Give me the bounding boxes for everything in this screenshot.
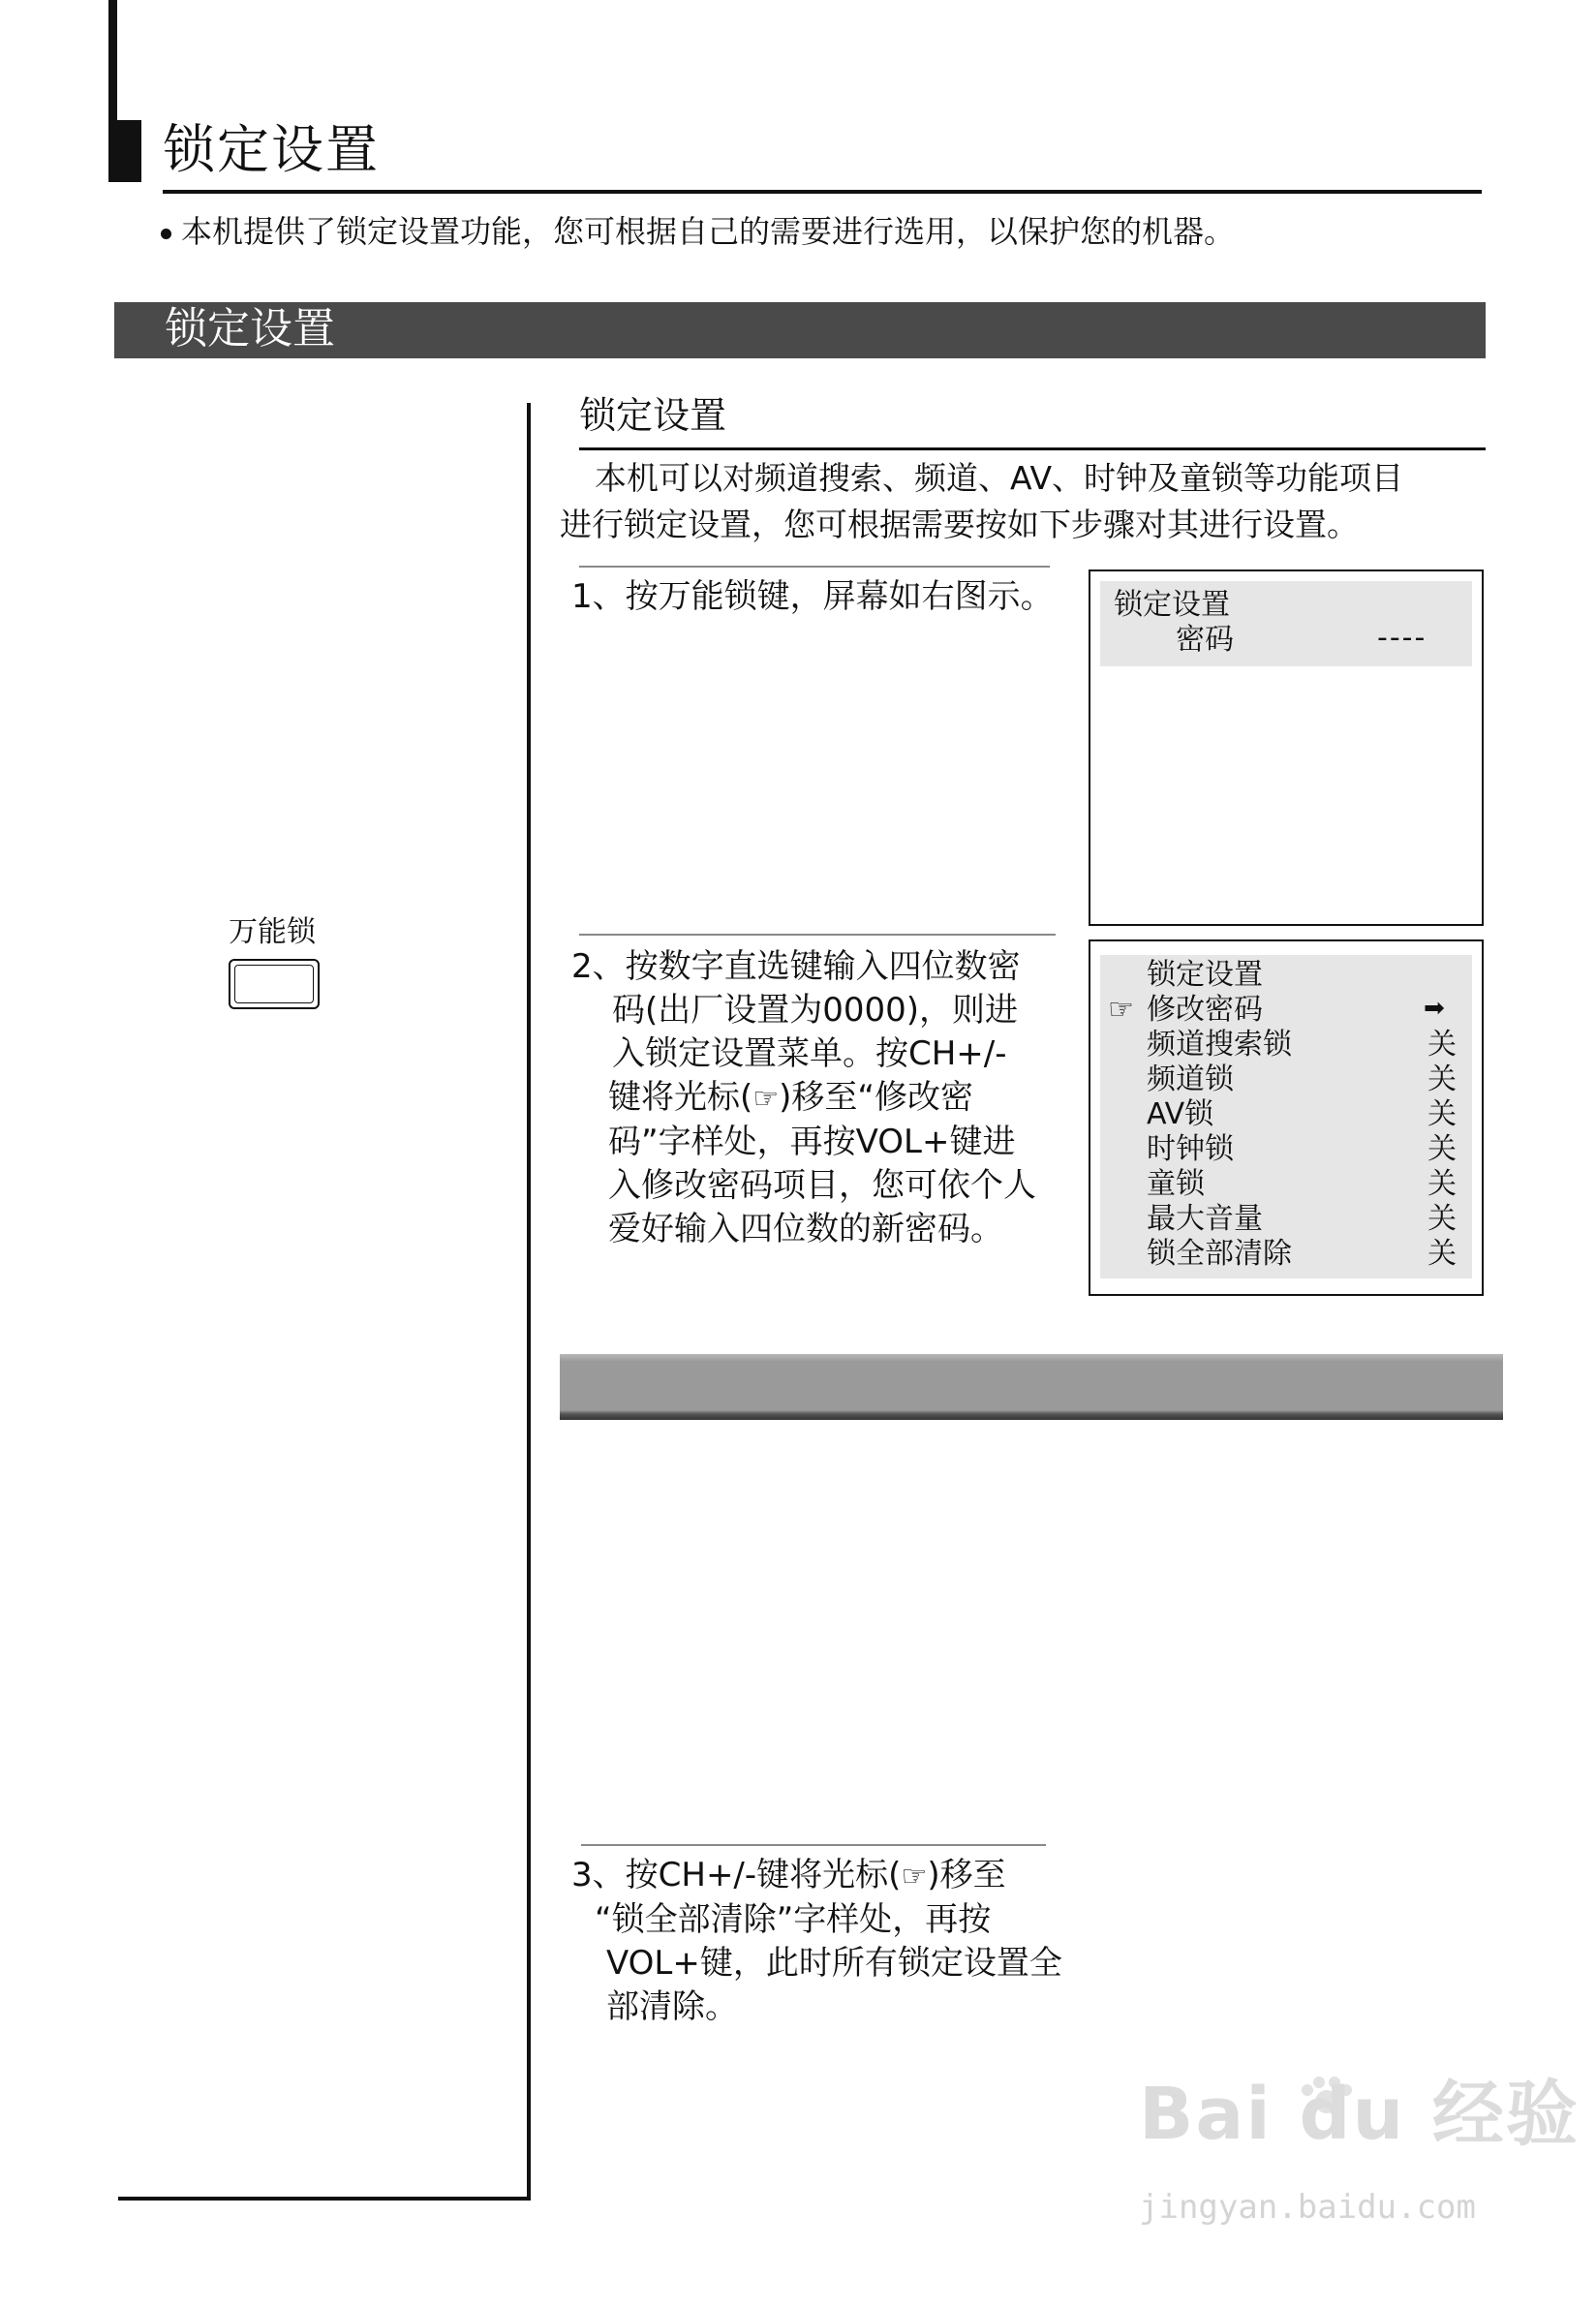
step2-line-2: 码(出厂设置为0000)，则进 [612,991,1019,1030]
intro-text [161,213,1235,250]
menu-item-change-password: 修改密码 [1147,993,1263,1027]
step3-text [571,1854,1062,2029]
menu-value-child-lock: 关 [1427,1167,1457,1201]
menu-item-clock-lock: 时钟锁 [1147,1132,1234,1166]
step3-line-1a: 3、按CH+/-键将光标( [571,1856,902,1894]
section-band [114,302,1486,358]
page-title: 锁定设置 [163,119,380,180]
step2-line-4b: )移至“修改密 [779,1078,974,1117]
title-rule [163,190,1482,194]
menu-item-av-lock: AV锁 [1147,1097,1214,1131]
step3-line-1b: )移至 [927,1856,1006,1894]
section-band-label: 锁定设置 [165,304,335,354]
step2-line-5: 码”字样处，再按VOL+键进 [608,1123,1016,1161]
grey-separator-band [560,1354,1503,1420]
step3-line-3: VOL+键，此时所有锁定设置全 [606,1944,1062,1983]
step2-line-3: 入锁定设置菜单。按CH+/- [612,1034,1007,1073]
step2-line-4a: 键将光标( [608,1078,753,1117]
menu-item-clear-all-locks: 锁全部清除 [1147,1237,1292,1271]
menu-item-child-lock: 童锁 [1147,1167,1205,1201]
step2-line-1: 2、按数字直选键输入四位数密 [571,947,1021,986]
screen1-title: 锁定设置 [1114,588,1230,622]
step3-rule [581,1844,1046,1846]
menu-item-channel-search-lock: 频道搜索锁 [1147,1028,1292,1062]
step1-text: 1、按万能锁键，屏幕如右图示。 [571,577,1054,616]
bullet-icon [161,229,171,239]
watermark-brand: Bai du 经验 [1139,2073,1580,2156]
subsection-title: 锁定设置 [579,394,727,437]
watermark-url: jingyan.baidu.com [1139,2188,1476,2227]
screen1-password-label: 密码 [1176,623,1234,657]
bottom-rule [118,2197,531,2201]
menu-item-max-volume: 最大音量 [1147,1202,1263,1236]
hand-pointer-icon: ☞ [752,1082,780,1116]
screen2-osd-menu [1089,939,1484,1296]
step2-line-7: 爱好输入四位数的新密码。 [608,1210,1003,1248]
step1-rule [579,566,1050,568]
description-paragraph [560,455,1480,548]
menu-value-clear-all-locks: 关 [1427,1237,1457,1271]
menu-value-clock-lock: 关 [1427,1132,1457,1166]
screen1-osd [1089,570,1484,926]
step3-line-4: 部清除。 [606,1987,738,2026]
remote-key-label: 万能锁 [229,915,316,949]
edge-marker-block [108,120,141,182]
screen2-title: 锁定设置 [1147,958,1263,992]
menu-value-channel-lock: 关 [1427,1062,1457,1096]
step2-text [571,945,1036,1251]
menu-item-channel-lock: 频道锁 [1147,1062,1234,1096]
screen1-password-value: ---- [1377,621,1427,655]
menu-value-av-lock: 关 [1427,1097,1457,1131]
right-arrow-icon: ➡ [1424,994,1445,1023]
step2-line-6: 入修改密码项目，您可依个人 [608,1166,1036,1205]
subsection-rule [579,447,1486,450]
step2-rule [579,934,1056,936]
column-divider [527,403,531,2201]
hand-pointer-icon: ☞ [1108,993,1134,1027]
remote-key-button-icon [229,959,320,1009]
intro-sentence: 本机提供了锁定设置功能，您可根据自己的需要进行选用，以保护您的机器。 [181,213,1236,250]
hand-pointer-icon: ☞ [901,1860,928,1893]
description-line-2: 进行锁定设置，您可根据需要按如下步骤对其进行设置。 [560,506,1359,543]
step2-line-4 [571,1076,1036,1121]
menu-value-max-volume: 关 [1427,1202,1457,1236]
description-line-1: 本机可以对频道搜索、频道、AV、时钟及童锁等功能项目 [595,459,1404,497]
step3-line-2: “锁全部清除”字样处，再按 [595,1900,992,1939]
step3-line-1 [571,1854,1062,1898]
menu-value-channel-search-lock: 关 [1427,1028,1457,1062]
